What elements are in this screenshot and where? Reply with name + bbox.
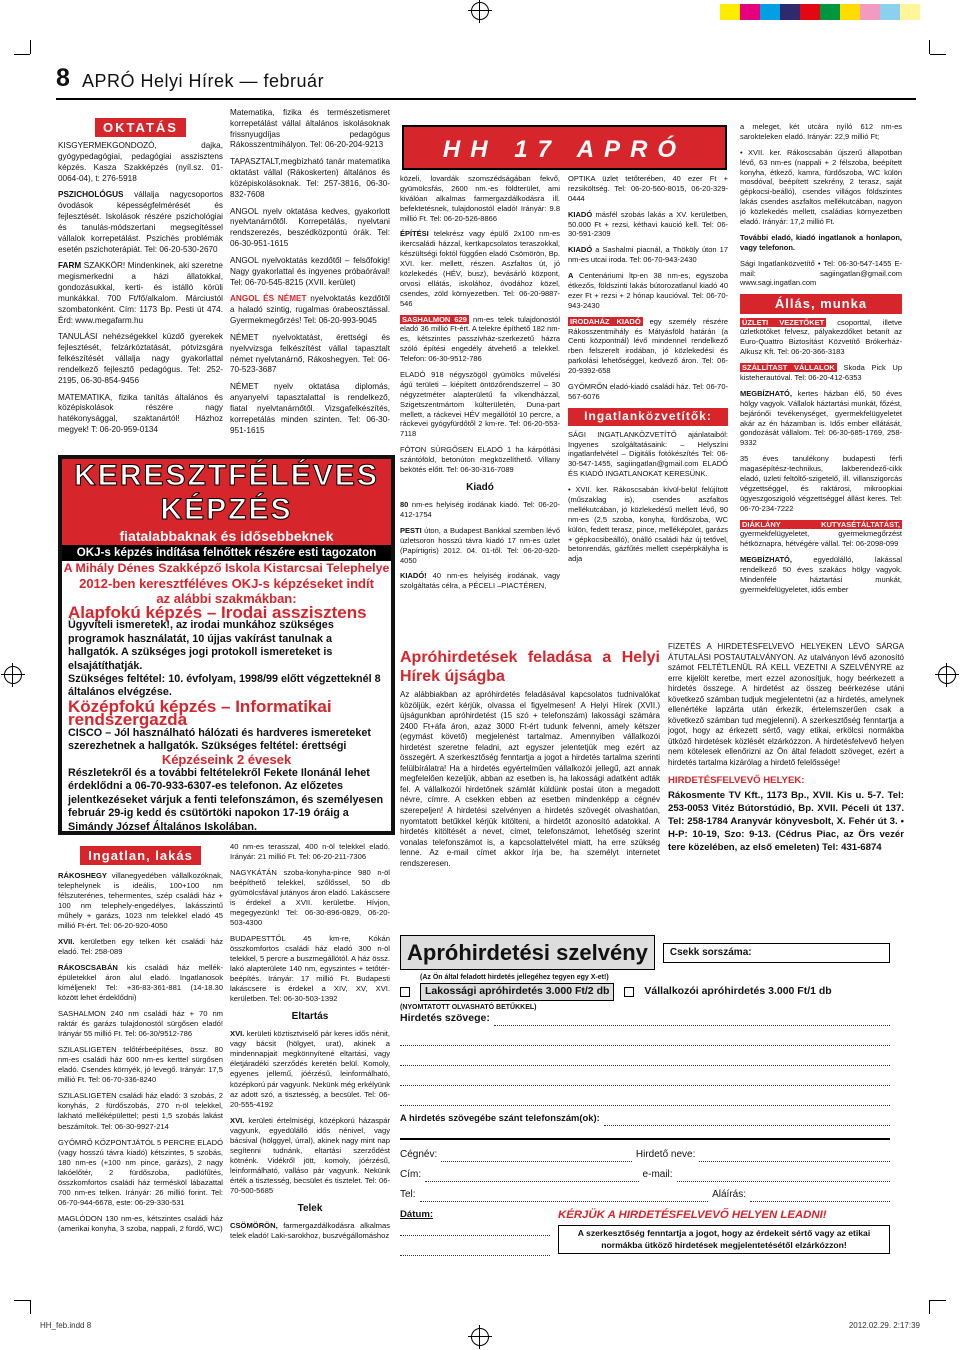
page-header: [56, 56, 916, 100]
ad-entry: További eladó, kiadó ingatlanok a honlapon, vagy telefonon.: [740, 232, 902, 252]
ad-entry: GYÖMRŐN eladó-kiadó családi ház. Tel: 06-70-567-6076: [568, 382, 728, 401]
ad-title: KERESZTFÉLÉVES KÉPZÉS: [62, 459, 391, 527]
ad-entry: XVI. kerületi értelmiségi, középkorú házaspár vagyunk, egyedülálló idős nénivel, vagy bácsival (hölggyel, úrral), akinek nagy mint nap segítenni tudnánk, eltartási szerződést kötnénk. Vidékről jött, komoly, jóérzésű, leinformálható, valláso pár vagyunk. Nekünk érték a tisztesség, becsület és tisztelet. Tel: 06-70-500-5685: [230, 1115, 390, 1195]
education-column: [58, 118, 223, 448]
ad-entry: FÓTON SÜRGŐSEN ELADÓ 1 ha kárpótlási szántóföld, betonúton megközelíthető. Villany bekötés előtt. Tel: 06-30-316-7089: [400, 445, 560, 475]
ad-entry: a meleget, két utcára nyíló 612 nm-es sarokteleken eladó. Irányár: 22,9 millió Ft;: [740, 122, 902, 141]
ad-entry: Matematika, fizika és természetismeret korrepetálást vállal általános iskolásoknak frissnyugdíjas pedagógus Rákosszentmihályon. Tel: 06-20-204-9213: [230, 108, 390, 150]
ad-text-label: Hirdetés szövege:: [400, 1012, 490, 1025]
ad-entry: MATEMATIKA, fizika tanítás általános és középiskolások részére nagy hatékonysággal, szaktanártól! Házhoz megyek! T: 06-20-959-0134: [58, 392, 223, 435]
language-column: [230, 108, 390, 448]
ad-mid-text: CISCO – Jól használható hálózati és hardveres ismereteket szerezhetnek a hallgatók. Szükséges feltétel: érettségi: [68, 726, 372, 753]
ad-duration: Képzéseink 2 évesek: [161, 752, 292, 768]
registration-mark-left: [4, 666, 22, 684]
ad-mid: Középfokú képzés – Informatikai rendszergazda: [68, 696, 332, 730]
info-text: Az alábbiakban az apróhirdetés feladásával kapcsolatos tudnivalókat közöljük, ezért kérjük, olvassa el figyelmesen! A Helyi Hírek (XVII.) újságunkban apróhirdetést (15 szó + telefonszám) lakossági számára 2400 Ft+áfa áron, azaz 3000 Ft-ért tudunk felvenni, amely kétszer (egymást követő) megjelenést tartalmaz. Amennyiben vállalkozói hirdetést szeretne feladni, azt egyszer jelentetjük meg ezért az összegért. A szerkesztőség fenntartja a jogot a hirdetés tartalma szerinti felülbírálatra! Ha a hirdetés egyértelműen vállalkozói jellegű, azt annak megfelelően kezeljük, abban az esetben is, ha lakossági adatként adták fel. A vállalkozói hirdetőnek számlát küldünk postai úton a megadott névre, címre. A csekken ebben az esetben mindenképp a cégnév szerepeljen! A hirdetési szelvényen a hirdetés szövegét olvashatóan, nyomtatott betűkkel kérjük kitölteni, a hirdetőt azonosító adatokkal. A hirdetés kitöltését a nevet, címet, telefonszámot, lehetőség szerint vonalas telefonszámot is, a kapcsolattelvétel miatt, ha erre szükség lenne. Az e-mail címet akkor írja be, ha személyt internetet rendszeresen.: [400, 690, 660, 868]
phone-label: A hirdetés szövegébe szánt telefonszám(ok):: [400, 1112, 600, 1124]
ad-entry: KIADÓ! 40 nm-es helyiség irodának, vagy szolgáltatás célra, a PÉCELI –PIACTÉREN,: [400, 571, 560, 591]
ad-year: 2012-ben keresztféléves OKJ-s képzéseket indít az alábbi szakmákban:: [79, 576, 374, 606]
section-heading-agents: Ingatlanközvetítők:: [568, 408, 728, 426]
ad-text-line[interactable]: [400, 1092, 890, 1106]
ad-text-field[interactable]: [494, 1012, 890, 1026]
registration-mark-top: [471, 2, 489, 20]
business-ad-label: Vállalkozói apróhirdetés 3.000 Ft/1 db: [644, 985, 832, 998]
info-box: [400, 648, 660, 930]
ad-entry: XVII. kerületben egy telken két családi ház eladó. Tel: 258-089: [58, 937, 223, 957]
address-label: Cím:: [400, 1169, 422, 1181]
ad-entry: SZILASLIGETEN családi ház eladó: 3 szobás, 2 konyhás, 2 fürdőszobás, 270 n-öl telekkel, lakható melléképülettel; pesti 1,5 szobás lakást beszámítok. Tel: 06-30-9927-214: [58, 1091, 223, 1131]
property-column: [230, 842, 390, 1282]
ad-basic: Alapfokú képzés – Irodai asszisztens: [68, 603, 367, 622]
ad-entry: DIÁKLÁNY KUTYASÉTÁLTATÁST, gyermekfelügyeletet, gyermekmegőrzést hétköznapra, hétvégére vállal. Tel: 06-2098-099: [740, 519, 902, 549]
print-note: (NYOMTATOTT OLVASHATÓ BETŰKKEL): [400, 1004, 537, 1012]
section-heading-jobs: Állás, munka: [740, 294, 902, 313]
address-field[interactable]: [425, 1168, 638, 1182]
payment-info: [668, 642, 904, 932]
date-label: Dátum:: [400, 1209, 434, 1221]
ad-entry: ELADÓ 918 négyszögöl gyümölcs művelési ágú területi – kiépített öntözőrendszerrel – 30 négyzetméter alapterületű fa víkendházzal, Szigetszentmártom külterületén, Duna-part mellett, a ráckevei HÉV megállótól 10 percre, a ráckevei gyógyfürdőtől 2 km-re. Tel: 06-20-553-7118: [400, 370, 560, 439]
color-bar: [720, 4, 920, 20]
info-title: Apróhirdetések feladása a Helyi Hírek újságba: [400, 649, 660, 685]
payment-text: FIZETÉS A HIRDETÉSFELVEVŐ HELYEKEN LÉVŐ SÁRGA ÁTUTALÁSI POSTAUTALVÁNYON. Az utalványon lévő azonosító számot FELTÉTLENÜL RÁ KELL VEZETNI A SZELVÉNYRE az erre kijelölt keretbe, mert ezzel azonosítjuk, hogy beérkezett a hirdetés összege. A hirdetést az összeg beérkezése utáni következő számban tudjuk megjelentetni (az a hirdetés, amelynek ellenértéke lapzárta után érkezik, értelemszerűen csak a következő számban tud megjelenni). A szerkesztőség fenntartja a jogot, hogy az érkezett sértő, vagy etikai, erkölcsi normákba ütköző hirdetések közlését elzárkózzon. A hirdetésfelvevő helyen nem kötelesek ellenőrizni az Ön által feladott szöveget, ezért a hirdetés tartalma kizárólag a hirdető felelőssége!: [668, 642, 904, 768]
ad-text-line[interactable]: [400, 1032, 890, 1046]
file-info: HH_feb.indd 8: [40, 1321, 92, 1331]
ad-entry: GYÖMRŐ KÖZPONTJÁTÓL 5 PERCRE ELADÓ (vagy hosszú távra kiadó) kétszintes, 5 szobás, 180 nm-es (+100 nm pince, garázs), 2 nagy lakóelőtér, 2 fürdőszoba, padlófűtés, összkomfortos családi ház termésköl lábazattal 700 nm-es telken. Irányár: 26 millió forint. Tel: 06-70-944-6678, este: 06-29-330-531: [58, 1137, 223, 1207]
tel-label: Tel:: [400, 1189, 416, 1201]
places-title: HIRDETÉSFELVEVŐ HELYEK:: [668, 774, 805, 786]
ad-entry: RÁKOSCSABÁN kis családi ház mellék-épületekkel áron alul eladó. Ingatlanosok kíméljenek! Tel: +36-83-361-881 (14-18.30 között lehet érdeklődni): [58, 963, 223, 1003]
email-label: e-mail:: [642, 1169, 673, 1181]
ad-entry: SASHALMON 240 nm családi ház + 70 nm raktár és garázs tulajdonostól sürgősen eladó! Irányár 55 millió Ft. Tel: 06-30/9512-786: [58, 1009, 223, 1039]
ad-entry: ÜZLETI VEZETŐKET csoporttal, illetve üzletkötőket felvesz, pályakezdőket betanít az Euro-Quattro Biztosítást Közvetítő Brókerház-Alkusz Kft. Tel: 06-20-366-3183: [740, 317, 902, 357]
land-column: [400, 174, 560, 634]
rental-column: [568, 174, 728, 634]
ad-entry: MEGBÍZHATÓ, kertes házban élő, 50 éves hölgy vagyok. Vállalok háztartási munkát, főzést, bejárónői tevékenységet, gyermekfelügyeletet akár az én házamban is. Idős ember ellátását, gondozását vállalom. Tel: 06-30-685-1769, 258-9332: [740, 388, 902, 448]
ad-entry: • XVII. ker. Rákoscsabán kívül-belül felújított (műszaklag is), csendes aszfaltos mellékutcában, jó közlekedésű mellett lévő, 90 nm-es (2,5 szoba, konyha, fürdőszoba, WC külön, fedett terasz, pince, melléképület, garázs + gépkocsibeálló), önálló családi ház új tetővel, betonrendás, gázfűtés mellett csepérpkályha is adja: [568, 485, 728, 564]
page-number: 8: [56, 64, 70, 92]
ad-entry: Sági Ingatlanközvetítő • Tel: 06-30-547-1455 E-mail: sagiingatlan@gmail.com www.sagi.ingatlan.com: [740, 258, 902, 288]
business-ad-checkbox[interactable]: [624, 987, 634, 997]
ad-address: [68, 834, 385, 835]
ad-entry: SZILASLIGETEN telőtérbeépítéses, össz. 80 nm-es családi ház 600 nm-es kerttel sürgősen eladó. Csendes környék, jó levegő. Irányár: 17,5 millió Ft. Tel: 06-70-336-8240: [58, 1045, 223, 1085]
phone-field[interactable]: [604, 1112, 890, 1126]
advertiser-label: Hirdető neve:: [635, 1149, 696, 1161]
ad-entry: ANGOL nyelv oktatása kedves, gyakorlott nyelvtanárnőtől. Korrepetálás, nyelvtani rendszerezés, beszédközpontú órák. Tel: 06-30-951-1615: [230, 206, 390, 249]
tel-field[interactable]: [420, 1188, 709, 1202]
ad-subtitle: fiatalabbaknak és idősebbeknek: [62, 527, 391, 545]
advertiser-field[interactable]: [699, 1148, 890, 1162]
hh17-banner: HH 17 APRÓ: [402, 125, 727, 170]
registration-mark-bottom: [471, 1328, 489, 1346]
form-note: (Az Ön által feladott hirdetés jellegéhez tegyen egy X-et!): [420, 974, 609, 982]
real-estate-column: [58, 842, 223, 1282]
company-field[interactable]: [441, 1148, 632, 1162]
date-line[interactable]: [400, 1242, 550, 1256]
ad-entry: 35 éves tanulékony budapesti férfi magasépítész-technikus, lakberendező-cikk eladó, üzleti feltöltő-szigetelő, ill. villanszigorcás végzettséggel, és raktárosi, mikroopkiai ügyeszgoszigoló végzettséggel állást keres. Tel: 06-70-234-7222: [740, 454, 902, 513]
ad-entry: KIADÓ a Sashalmi piacnál, a Thököly úton 17 nm-es utcai iroda. Tel: 06-70-943-2430: [568, 245, 728, 265]
section-heading-education: OKTATÁS: [95, 118, 186, 137]
ad-entry: FARM SZAKKÖR! Mindenkinek, aki szeretne megismerkedni a házi állatokkal, gondozásukkal, kerti- és istálló körüli munkákkal. 700 Ft/fő/alkalom. Márciustól szombatonként. Cím: 1173 Bp. Pesti út 474. Érd: www.megafarm.hu: [58, 261, 223, 325]
form-title: Apróhirdetési szelvény: [400, 935, 655, 970]
ad-entry: BUDAPESTTŐL 45 km-re, Kókán összkomfortos családi ház eladó 300 n-öl telekkel, 5 percre a buszmegállótól. A ház össz. lakó alapterülete 140 nm, egyszintes + tetőtér-beépítés. Irányár: 17 millió Ft. Budapesti lakáscsere is érdekel a XIV, XV, XVI. kerületben. Tel: 06-30-503-1392: [230, 934, 390, 1004]
ad-basic-text: Ügyviteli ismeretek!, az irodai munkához szükséges programok használatát, 10 újjas vakírást tanulnak a hallgatók. A szükséges jogi protokoll ismereteket is elsajátíthatják.: [68, 619, 334, 672]
subheading-eltartas: Eltartás: [291, 1011, 329, 1023]
subheading-kiado: Kiadó: [466, 481, 494, 493]
ad-entry: PSZICHOLÓGUS vállalja nagycsoportos óvodások képességfelmérését és fejlesztését. Iskolások részére pszichológiai és tanulás-módszertani megsegítéssel vállalok korrepetálást. Pszichés problémák esetén pszichoterápiát. Tel: 06-20-530-2670: [58, 190, 223, 254]
editor-warning: A szerkesztőség fenntartja a jogot, hogy az érdekeit sértő vagy az etikai normákba ütköző hirdetések megjelentetésétől elzárkózzon!: [558, 1225, 890, 1254]
private-ad-checkbox[interactable]: [400, 987, 410, 997]
ad-entry: SASHALMON 629 nm-es telek tulajdonostól eladó 36 millió Ft-ért. A telekre építhető 182 nm-es, kétszintes passzívház-szerkezetű házra szóló építési engedély átvehető a telekkel. Telefon: 06-30-9512-786: [400, 314, 560, 364]
ad-entry: ANGOL nyelvoktatás kezdőtől – felsőfokig! Nagy gyakorlattal és ingyenes próbaórával! Tel: 06-70-545-8215 (XVII. kerület): [230, 255, 390, 287]
subheading-telek: Telek: [297, 1202, 323, 1214]
ad-basic-req: Szükséges feltétel: 10. évfolyam, 1998/99 előtt végzetteknél 8 általános elvégzése.: [68, 673, 381, 699]
ad-entry: SZÁLLÍTAST VÁLLALOK Skoda Pick Up kisteherautóval. Tel: 06-20-412-6353: [740, 363, 902, 382]
ad-entry: KIADÓ másfél szobás lakás a XV. kerületben, 50.000 Ft + rezsi, kéthavi kaució kell. Tel: 06-30-591-2309: [568, 209, 728, 239]
ad-entry: MEGBÍZHATÓ, egyedülálló, lakással rendelkező 50 éves szakács hölgy vagyok. Mindenféle háztartási munkát, gyermekfelügyeletet, idős ember: [740, 555, 902, 594]
ad-entry: TAPASZTALT,megbízható tanár matematika oktatást vállal (Rákoskerten) általános és középiskolásoknak. Tel: 257-3816, 06-30-832-7608: [230, 157, 390, 199]
ad-form: [400, 935, 890, 1250]
private-ad-label: Lakossági apróhirdetés 3.000 Ft/2 db: [420, 983, 614, 1001]
check-number-field[interactable]: Csekk sorszáma:: [663, 943, 890, 963]
ad-entry: CSÖMÖRÖN, farmergazdálkodásra alkalmas telek eladó! Laki-sarokhoz, buszvégállomáshoz: [230, 1220, 390, 1240]
ad-entry: RÁKOSHEGY villanegyedében vállalkozóknak, telephelynek is ideális, 100+100 nm félszuterénes, tehermentes, szép családi ház + 100 nm telephely-engedélyes, lakásszintű műhely + garázs, 1023 nm telekkel eladó 45 millió Ft-ért. Tel: 06-20-920-4050: [58, 871, 223, 931]
ad-entry: ANGOL ÉS NÉMET nyelvoktatás kezdőtől a haladó szintig, rugalmas órabeosztással. Gyermekmegőrzés! Tel: 06-20-993-9045: [230, 294, 390, 326]
ad-entry: IRODAHÁZ KIADÓ egy személy részére Rákosszentmihály és Mátyásföld határán (a Centi központnál) lévő mindennel rendelkező rben felszerelt irodában, jó közlekedési és parkolási lehetőséggel, kedvező áron. Tel: 06-20-9392-658: [568, 316, 728, 376]
ad-entry: NÉMET nyelv oktatása diplomás, anyanyelvi tapasztalattal is rendelkező, fiatal nyelvtanárnőtől. Vizsgafelkészítés, korrepetálás minden szinten. Tel: 06-30-951-1615: [230, 382, 390, 435]
ad-entry: 80 nm-es helyiség irodának kiadó. Tel: 06-20-412-1754: [400, 500, 560, 520]
submit-note: KÉRJÜK A HIRDETÉSFELVEVŐ HELYEN LEADNI!: [558, 1209, 827, 1222]
ad-entry: MAGLÓDON 130 nm-es, kétszintes családi ház (amerikai konyha, 3 szoba, nappali, 2 fürdő, WC): [58, 1213, 223, 1233]
company-label: Cégnév:: [400, 1149, 438, 1161]
ad-info: Részletekről és a további feltételekről Fekete Ilonánál lehet érdeklődni a 06-70-933-6307-es telefonon. Az előzetes jelentkezéseket várjuk a fenti telefonszámon, és személyesen február 29-ig kedd és csütörtöki napokon 17-19 óráig a Simándy József Általános Iskolában.: [68, 766, 384, 833]
ad-entry: SÁGI INGATLANKÖZVETÍTŐ ajánlataiból: Ingyenes szolgáltatásaink: – Helyszíni ingatlanfelvétel – Digitális fotókészítés Tel: 06-30-547-1455, sagiingatlan@gmail.com ELADÓ ÉS KIADÓ INGATLANOKAT KERESÜNK.: [568, 429, 728, 479]
training-advertisement: [58, 455, 395, 835]
date-field[interactable]: [400, 1222, 550, 1236]
ad-entry: • XVII. ker. Rákoscsabán újszerű állapotban lévő, 63 nm-es (nappali + 2 félszoba, beépített konyha, étkező, kamra, fürdőszoba, WC külön mosdóval, beépített szekrény, 2 terasz, saját gépkocsi-beálló), csendes villágos földszintes lakás csendes aszfaltos mellékutcában, nagyon jó közlekedés mellett, családias környezetben eladó. Irányár: 17,2 millió Ft.: [740, 147, 902, 227]
signature-label: Aláírás:: [712, 1189, 746, 1201]
section-title: APRÓ Helyi Hírek — február: [82, 71, 325, 91]
ad-entry: KISGYERMEKGONDOZÓ, dajka, gyógypedagógiai, pedagógiai asszisztens képzés. Kasza Szakképzés (nyíl.sz. 01-0064-04), t: 276-5918: [58, 141, 223, 183]
jobs-column: [740, 122, 902, 652]
ad-entry: PESTI úton, a Budapest Bankkal szemben lévő üzletsoron hosszú távra kiadó 17 nm-es üzlet (Papírtigris) 2012. 04. 01-től. Tel: 06-20-920-4050: [400, 525, 560, 565]
ad-text-line[interactable]: [400, 1052, 890, 1066]
ad-entry: 40 nm-es terasszal, 400 n-öl telekkel eladó. Irányár: 21 millió Ft. Tel: 06-20-211-7306: [230, 842, 390, 862]
ad-entry: NÉMET nyelvoktatást, érettségi és nyelvvizsga felkészítést vállal tapasztalt német nyelvtanárnő, Rákoshegyen. Tel: 06-70-523-3687: [230, 332, 390, 375]
ad-entry: XVI. kerületi köztisztviselő pár keres idős nénit, vagy bácsit (hölgyet, urat), akinek a mindennapjait megkönnyítené eltartási, vagy életjáradéki szerződés keretén belül. Komoly, egyenes jellemű, jóérzésű, leinformálható, középkorú pár vagyunk. Nekünk még erkélyünk az adott szó, a tisztesség, a becsület. Tel: 06-20-555-4192: [230, 1029, 390, 1109]
ad-school: A Mihály Dénes Szakképző Iskola Kistarcsai Telephelye: [63, 561, 390, 575]
ad-entry: TANULÁSI nehézségekkel küzdő gyerekek fejlesztését, felzárkóztatását, pótvizsgára felkészítését vállalja nagy gyakorlattal rendelkező fejlesztő pedagógus. Tel: 252-2195, 06-30-854-9456: [58, 332, 223, 385]
ad-text-line[interactable]: [400, 1072, 890, 1086]
ad-entry: ÉPÍTÉSI telekrész vagy épülő 2x100 nm-es ikercsaládi házzal, kertkapcsolatos teraszokkal, készültségi foktól függően eladó Csömörön, Bp. XVI. ker. mellett, részen. Aszfaltos út, jó közlekedés (HÉV, busz), bevásárló központ, orvosi ellátás, iskolához, óvodához közel, csendes, zöld környezetben. Tel: 06-20-9887-546: [400, 229, 560, 308]
signature-field[interactable]: [750, 1188, 890, 1202]
ad-entry: A Centenáriumi ltp-en 38 nm-es, egyszoba étkezős, földszinti lakás bútorozatlanul kiadó 40 ezer Ft + rezsi + 2 hónap kaucióval. Tel: 06-70-943-2430: [568, 271, 728, 310]
registration-mark-right: [938, 666, 956, 684]
timestamp: 2012.02.29. 2:17:39: [848, 1321, 920, 1331]
ad-entry: OPTIKA üzlet tetőterében, 40 ezer Ft + rezsiköltség. Tel: 06-20-560-8015, 06-20-329-0444: [568, 174, 728, 203]
email-field[interactable]: [677, 1168, 890, 1182]
ad-banner: OKJ-s képzés indítása felnőttek részére esti tagozaton: [62, 545, 391, 561]
places-list: Rákosmente TV Kft., 1173 Bp., XVII. Kis u. 5-7. Tel: 253-0053 Vitéz Bútorstúdió, Bp. XVII. Péceli út 137. Tel: 258-1784 Aranyvár könyvesbolt, X. Fehér út 3. • H-P: 10-19, Szo: 9-13. (Cédrus Piac, az Örs vezér tere közelében, az első emeleten) Tel: 431-6874: [668, 790, 904, 854]
ad-entry: NAGYKÁTÁN szoba-konyha-pince 980 n-öl beépíthető telekkel, szőlőssel, 50 db gyümölcsfával jutányos áron eladó. Lakáscsere is érdekel a XVII. kerületbe. Hívjon, megegyezünk! Tel: 06-30-896-0829, 06-20-503-4300: [230, 868, 390, 928]
section-heading-real-estate: Ingatlan, lakás: [80, 846, 201, 865]
ad-entry: közeli, lovardák szomszédságában fekvő, gyümölcsfás, 2600 nm.-es földterület, ami kiválóan alkalmas farmergazdálkodásra ill. befektetésnek, tulajdonostól eladó! Irányár: 9.8 millió Ft. Tel: 06-20-526-8866: [400, 174, 560, 223]
